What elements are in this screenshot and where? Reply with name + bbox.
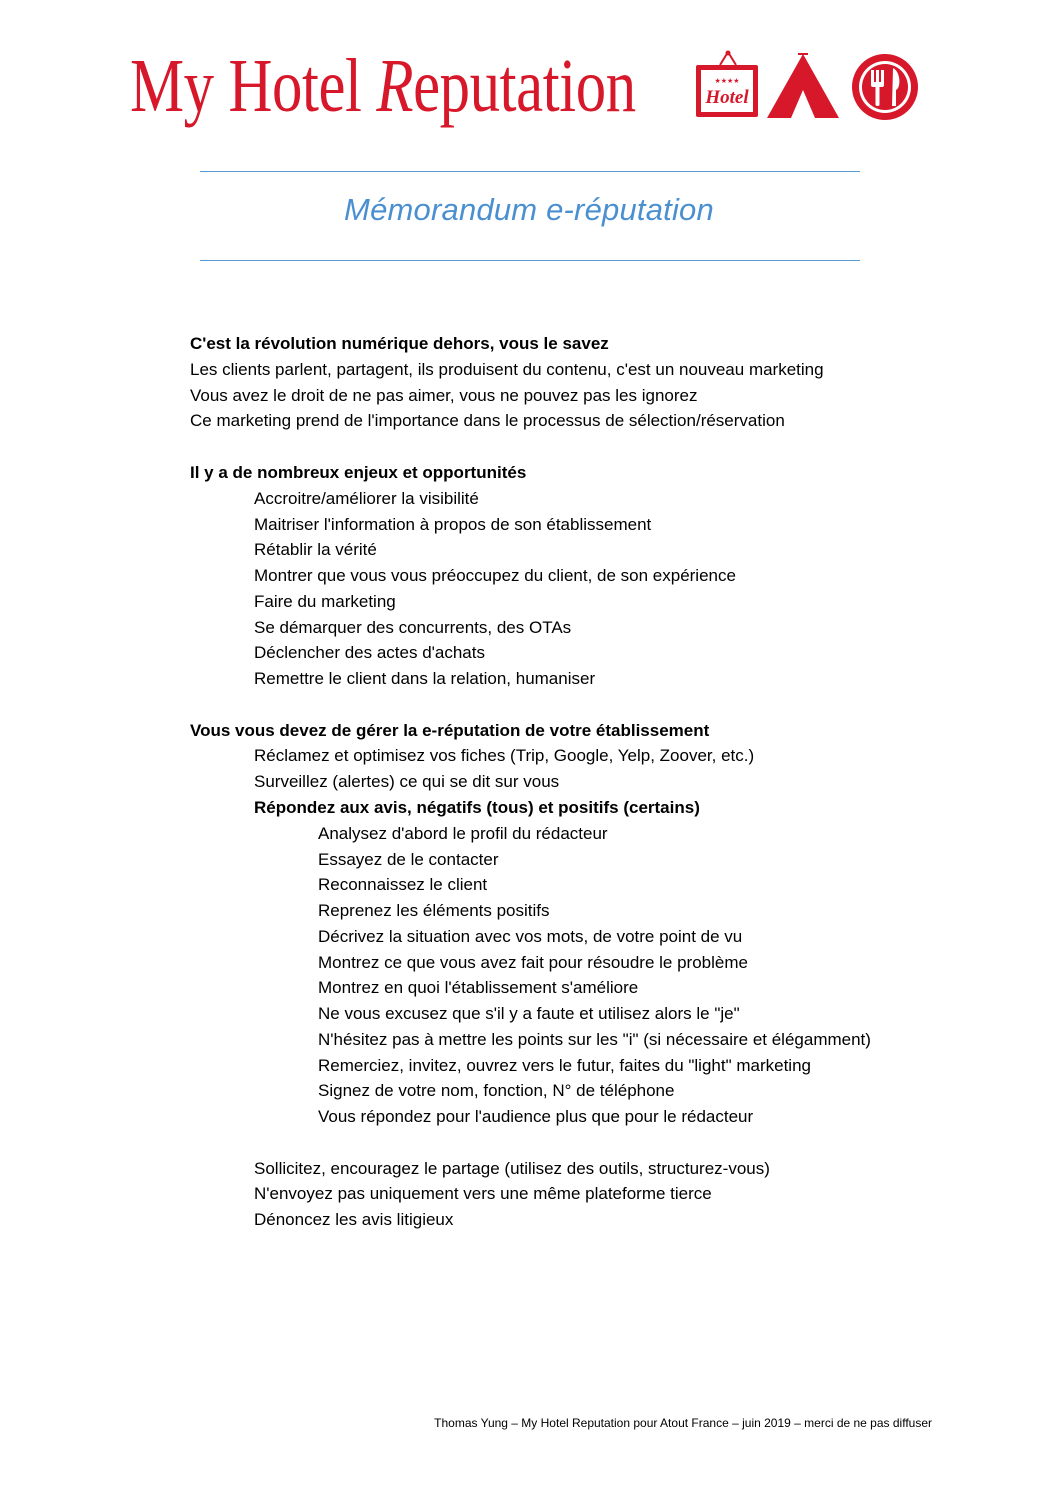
list-item-text: Maitriser l'information à propos de son établissement (254, 515, 652, 534)
list-item-text: Vous répondez pour l'audience plus que pour le rédacteur (318, 1107, 754, 1126)
page-footer: Thomas Yung – My Hotel Reputation pour Atout France – juin 2019 – merci de ne pas diffuser (434, 1416, 932, 1430)
list-item-text: C'est la révolution numérique dehors, vous le savez (190, 334, 609, 353)
hotel-sign-icon (696, 51, 758, 118)
list-item-text: Réclamez et optimisez vos fiches (Trip, Google, Yelp, Zoover, etc.) (254, 746, 755, 765)
list-item-text: Reconnaissez le client (318, 875, 488, 894)
list-item-text: Sollicitez, encouragez le partage (utilisez des outils, structurez-vous) (254, 1159, 770, 1178)
list-item-text: Analysez d'abord le profil du rédacteur (318, 824, 608, 843)
list-item-text: Décrivez la situation avec vos mots, de votre point de vu (318, 927, 743, 946)
logo-r: R (376, 44, 414, 128)
list-item-text: Montrez en quoi l'établissement s'améliore (318, 978, 639, 997)
list-item-text: Vous avez le droit de ne pas aimer, vous ne pouvez pas les ignorez (190, 386, 698, 405)
list-item-text: Signez de votre nom, fonction, N° de téléphone (318, 1081, 675, 1100)
list-item-text: Vous vous devez de gérer la e-réputation de votre établissement (190, 721, 710, 740)
list-item-text: Ce marketing prend de l'importance dans le processus de sélection/réservation (190, 411, 785, 430)
logo-icons (693, 50, 925, 122)
list-item-text: Les clients parlent, partagent, ils produisent du contenu, c'est un nouveau marketing (190, 360, 824, 379)
list-item-text: Reprenez les éléments positifs (318, 901, 550, 920)
list-item-text: Montrer que vous vous préoccupez du client, de son expérience (254, 566, 736, 585)
list-item-text: Surveillez (alertes) ce qui se dit sur vous (254, 772, 560, 791)
list-item-text: Faire du marketing (254, 592, 396, 611)
logo-wordmark (130, 44, 636, 128)
sign-word: Hotel (705, 87, 749, 108)
list-item-text: Il y a de nombreux enjeux et opportunités (190, 463, 527, 482)
list-item-text: Ne vous excusez que s'il y a faute et utilisez alors le "je" (318, 1004, 740, 1023)
list-item-text: Essayez de le contacter (318, 850, 499, 869)
title-rule-top (200, 171, 860, 172)
list-item-text: Montrez ce que vous avez fait pour résoudre le problème (318, 953, 748, 972)
list-item-text: Rétablir la vérité (254, 540, 377, 559)
list-item-text: N'hésitez pas à mettre les points sur les "i" (si nécessaire et élégamment) (318, 1030, 871, 1049)
list-item-text: Accroitre/améliorer la visibilité (254, 489, 479, 508)
list-item-text: Remerciez, invitez, ouvrez vers le futur, faites du "light" marketing (318, 1056, 811, 1075)
list-item-text: Déclencher des actes d'achats (254, 643, 485, 662)
title-rule-bottom (200, 260, 860, 261)
sign-stars: ★★★★ (714, 77, 740, 85)
list-item-text: Répondez aux avis, négatifs (tous) et positifs (certains) (254, 798, 700, 817)
list-item-text: N'envoyez pas uniquement vers une même plateforme tierce (254, 1184, 712, 1203)
list-item-text: Dénoncez les avis litigieux (254, 1210, 454, 1229)
list-item-text: Remettre le client dans la relation, humaniser (254, 669, 596, 688)
document-title: Mémorandum e-réputation (344, 192, 714, 227)
logo-rest: eputation (413, 44, 636, 128)
tent-icon (767, 54, 839, 118)
restaurant-icon (852, 54, 918, 120)
list-item-text: Se démarquer des concurrents, des OTAs (254, 618, 572, 637)
logo-main: My Hotel (130, 44, 377, 128)
